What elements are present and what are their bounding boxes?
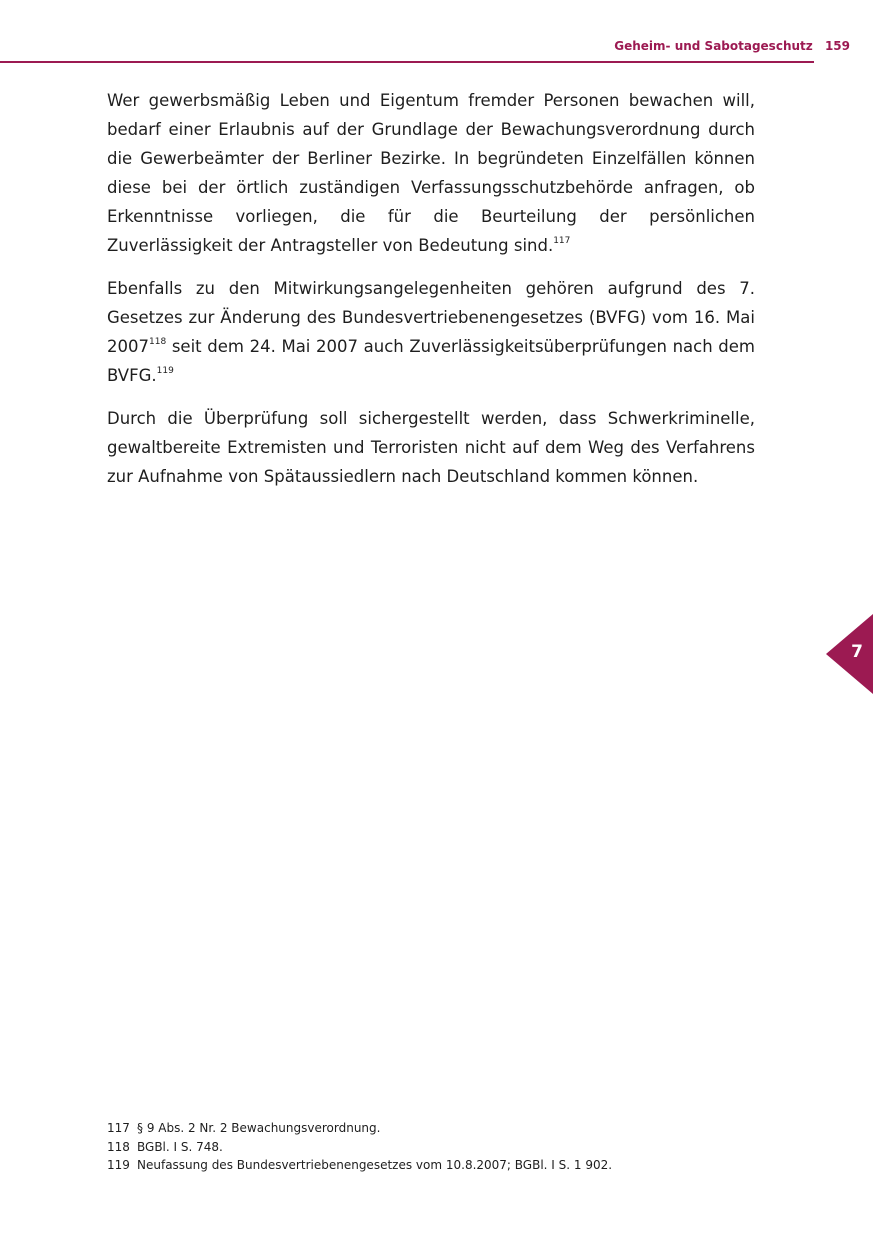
- paragraph-3-text: Durch die Überprüfung soll sichergestellt werden, dass Schwerkriminelle, gewaltbereite Extremisten und Terroristen nicht auf dem Weg des Verfahrens zur Aufnahme von Spätaussiedlern nach Deutschland kommen können.: [107, 409, 755, 486]
- paragraph-3: [107, 404, 755, 491]
- footnote-number: 117: [107, 1121, 130, 1135]
- footnote-ref-119[interactable]: 119: [156, 366, 174, 376]
- paragraph-1-text: Wer gewerbsmäßig Leben und Eigentum fremder Personen bewachen will, bedarf einer Erlaubnis auf der Grundlage der Bewachungsverordnung durch die Gewerbeämter der Berliner Bezirke. In begründeten Einzelfällen können diese bei der örtlich zuständigen Verfassungsschutzbehörde anfragen, ob Erkenntnisse vorliegen, die für die Beurteilung der persönlichen Zuverlässigkeit der Antragsteller von Bedeutung sind.: [107, 91, 755, 255]
- paragraph-2: [107, 274, 755, 390]
- body-text: [107, 86, 755, 505]
- header-rule: [0, 61, 814, 63]
- chapter-number: 7: [851, 642, 863, 662]
- footnote-text: Neufassung des Bundesvertriebenengesetzes vom 10.8.2007; BGBl. I S. 1 902.: [137, 1158, 613, 1172]
- footnotes: [107, 1119, 807, 1175]
- footnote-text: BGBl. I S. 748.: [137, 1139, 223, 1154]
- page-number: 159: [824, 39, 850, 53]
- footnote-text: § 9 Abs. 2 Nr. 2 Bewachungsverordnung.: [137, 1121, 381, 1135]
- footnote-117: [107, 1119, 807, 1138]
- paragraph-2-text-before: Ebenfalls zu den Mitwirkungsangelegenheiten gehören aufgrund des 7. Gesetzes zur Änderung des Bundesvertriebenengesetzes (BVFG) vom 16. Mai 2007: [107, 279, 755, 356]
- paragraph-1: [107, 86, 755, 260]
- footnote-number: 119: [107, 1158, 130, 1172]
- footnote-ref-117[interactable]: 117: [553, 236, 571, 246]
- footnote-118: [107, 1138, 807, 1157]
- chapter-tab[interactable]: [826, 614, 873, 694]
- paragraph-2-text-after: seit dem 24. Mai 2007 auch Zuverlässigkeitsüberprüfungen nach dem BVFG.: [107, 337, 755, 385]
- footnote-number: 118: [107, 1139, 130, 1154]
- running-header: [614, 39, 850, 53]
- running-title: Geheim- und Sabotageschutz: [614, 39, 813, 53]
- footnote-ref-118[interactable]: 118: [149, 337, 167, 347]
- footnote-119: [107, 1156, 807, 1175]
